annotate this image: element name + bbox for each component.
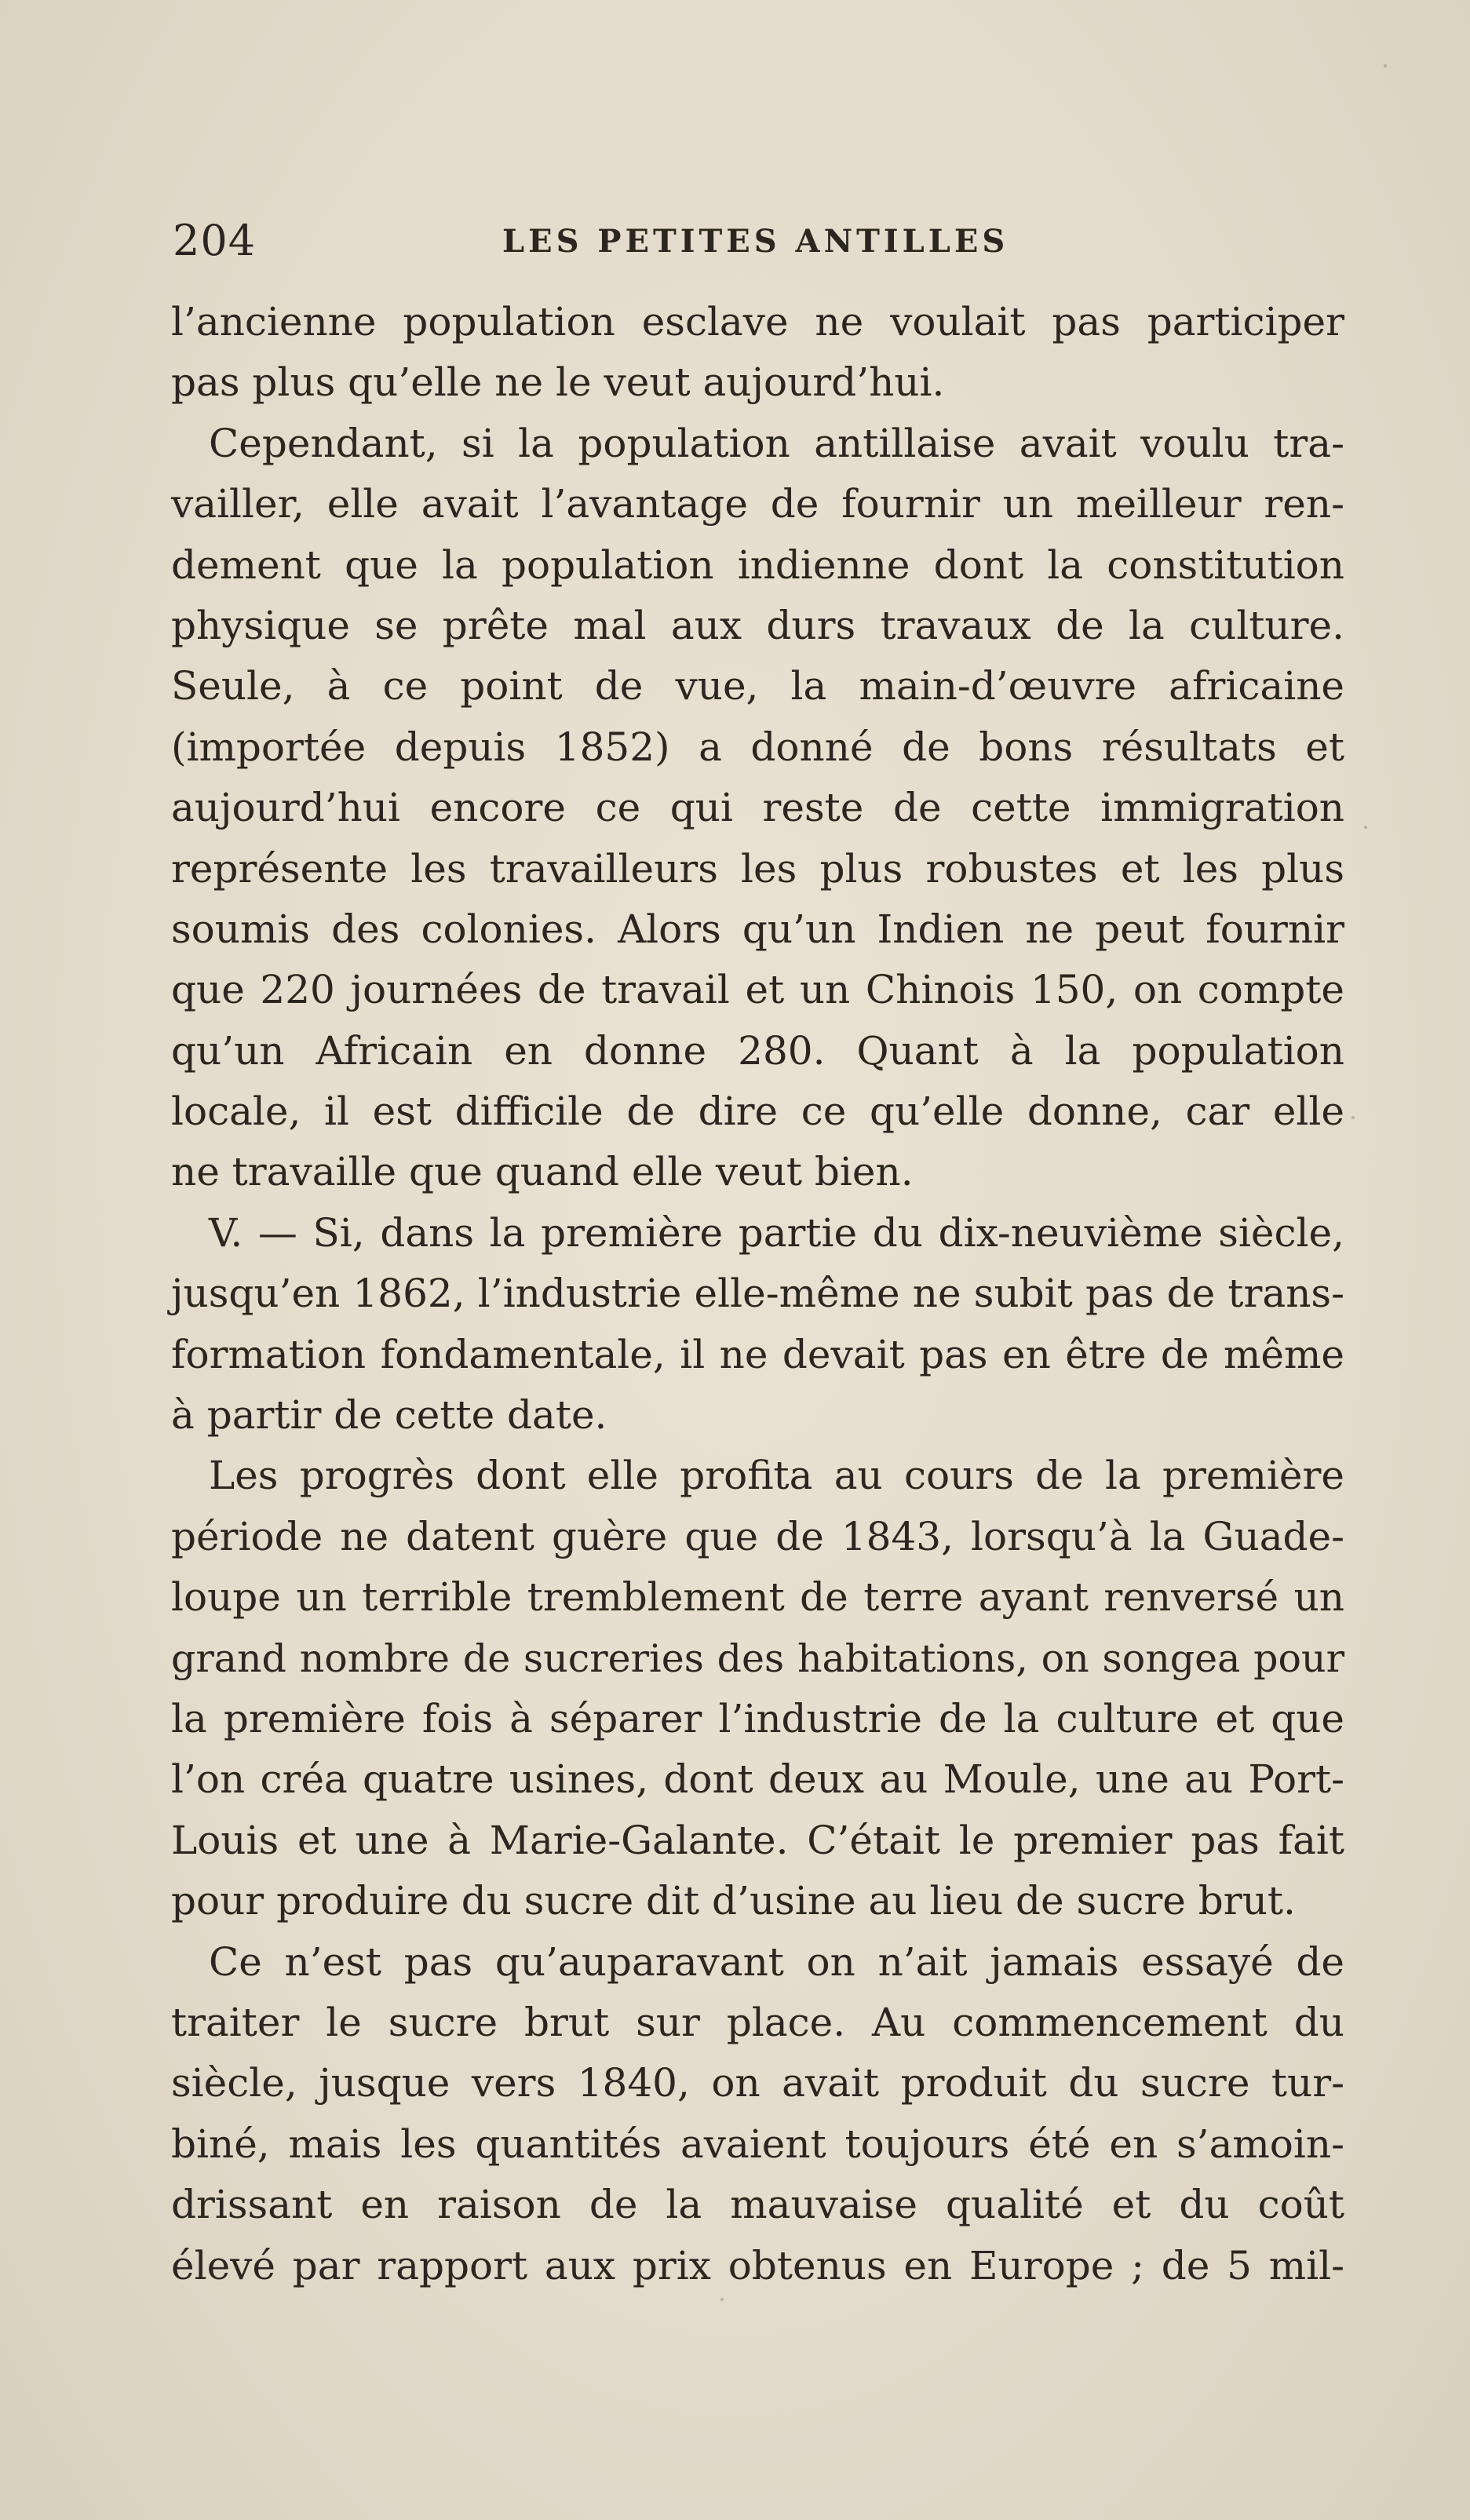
text-line: période ne datent guère que de 1843, lorsqu’à la Guade-	[171, 1513, 1344, 1559]
paragraph-first-line: V. — Si, dans la première partie du dix-neuvième siècle,	[209, 1209, 1344, 1256]
text-line: jusqu’en 1862, l’industrie elle-même ne subit pas de trans-	[171, 1271, 1344, 1317]
paragraph-first-line: Les progrès dont elle profita au cours de la première	[209, 1453, 1344, 1499]
text-line: siècle, jusque vers 1840, on avait produit du sucre tur-	[171, 2060, 1344, 2106]
text-line: l’on créa quatre usines, dont deux au Moule, une au Port-	[171, 1756, 1344, 1803]
text-line: élevé par rapport aux prix obtenus en Europe ; de 5 mil-	[171, 2242, 1344, 2288]
text-line: Louis et une à Marie-Galante. C’était le premier pas fait	[171, 1817, 1344, 1863]
text-line: soumis des colonies. Alors qu’un Indien ne peut fournir	[171, 906, 1344, 952]
text-line: biné, mais les quantités avaient toujours été en s’amoin-	[171, 2121, 1344, 2167]
text-line: dement que la population indienne dont la constitution	[171, 542, 1344, 588]
text-line: Seule, à ce point de vue, la main-d’œuvre africaine	[171, 663, 1344, 709]
text-line: vailler, elle avait l’avantage de fournir un meilleur ren-	[171, 481, 1344, 527]
paragraph-first-line: Cependant, si la population antillaise avait voulu tra-	[209, 420, 1344, 466]
text-line: pas plus qu’elle ne le veut aujourd’hui.	[171, 359, 945, 406]
text-line: drissant en raison de la mauvaise qualité et du coût	[171, 2182, 1344, 2228]
text-line: qu’un Africain en donne 280. Quant à la population	[171, 1027, 1344, 1074]
page-header	[173, 213, 1342, 268]
text-line: formation fondamentale, il ne devait pas en être de même	[171, 1331, 1344, 1377]
text-line: que 220 journées de travail et un Chinois 150, on compte	[171, 967, 1344, 1013]
running-head: LES PETITES ANTILLES	[502, 223, 1009, 260]
paper-speck	[1364, 826, 1367, 829]
text-line: loupe un terrible tremblement de terre ayant renversé un	[171, 1574, 1344, 1621]
text-line: à partir de cette date.	[171, 1392, 607, 1439]
text-line: physique se prête mal aux durs travaux de la culture.	[171, 602, 1344, 648]
text-line: la première fois à séparer l’industrie de la culture et que	[171, 1695, 1344, 1741]
paper-speck	[720, 2298, 724, 2301]
text-line: locale, il est difficile de dire ce qu’elle donne, car elle	[171, 1089, 1344, 1135]
page-number: 204	[173, 216, 257, 265]
text-line: aujourd’hui encore ce qui reste de cette immigration	[171, 785, 1344, 831]
paragraph-first-line: Ce n’est pas qu’auparavant on n’ait jamais essayé de	[209, 1938, 1344, 1985]
text-line: grand nombre de sucreries des habitations, on songea pour	[171, 1636, 1344, 1681]
text-line: pour produire du sucre dit d’usine au lieu de sucre brut.	[171, 1878, 1296, 1924]
text-line: traiter le sucre brut sur place. Au commencement du	[171, 1999, 1344, 2045]
text-line: l’ancienne population esclave ne voulait pas participer	[171, 299, 1344, 345]
text-line: représente les travailleurs les plus robustes et les plus	[171, 845, 1344, 892]
text-line: (importée depuis 1852) a donné de bons résultats et	[171, 724, 1344, 770]
text-line: ne travaille que quand elle veut bien.	[171, 1149, 914, 1195]
body-text	[171, 292, 1344, 2296]
paper-speck	[1351, 1116, 1355, 1119]
paper-speck	[1384, 64, 1387, 67]
